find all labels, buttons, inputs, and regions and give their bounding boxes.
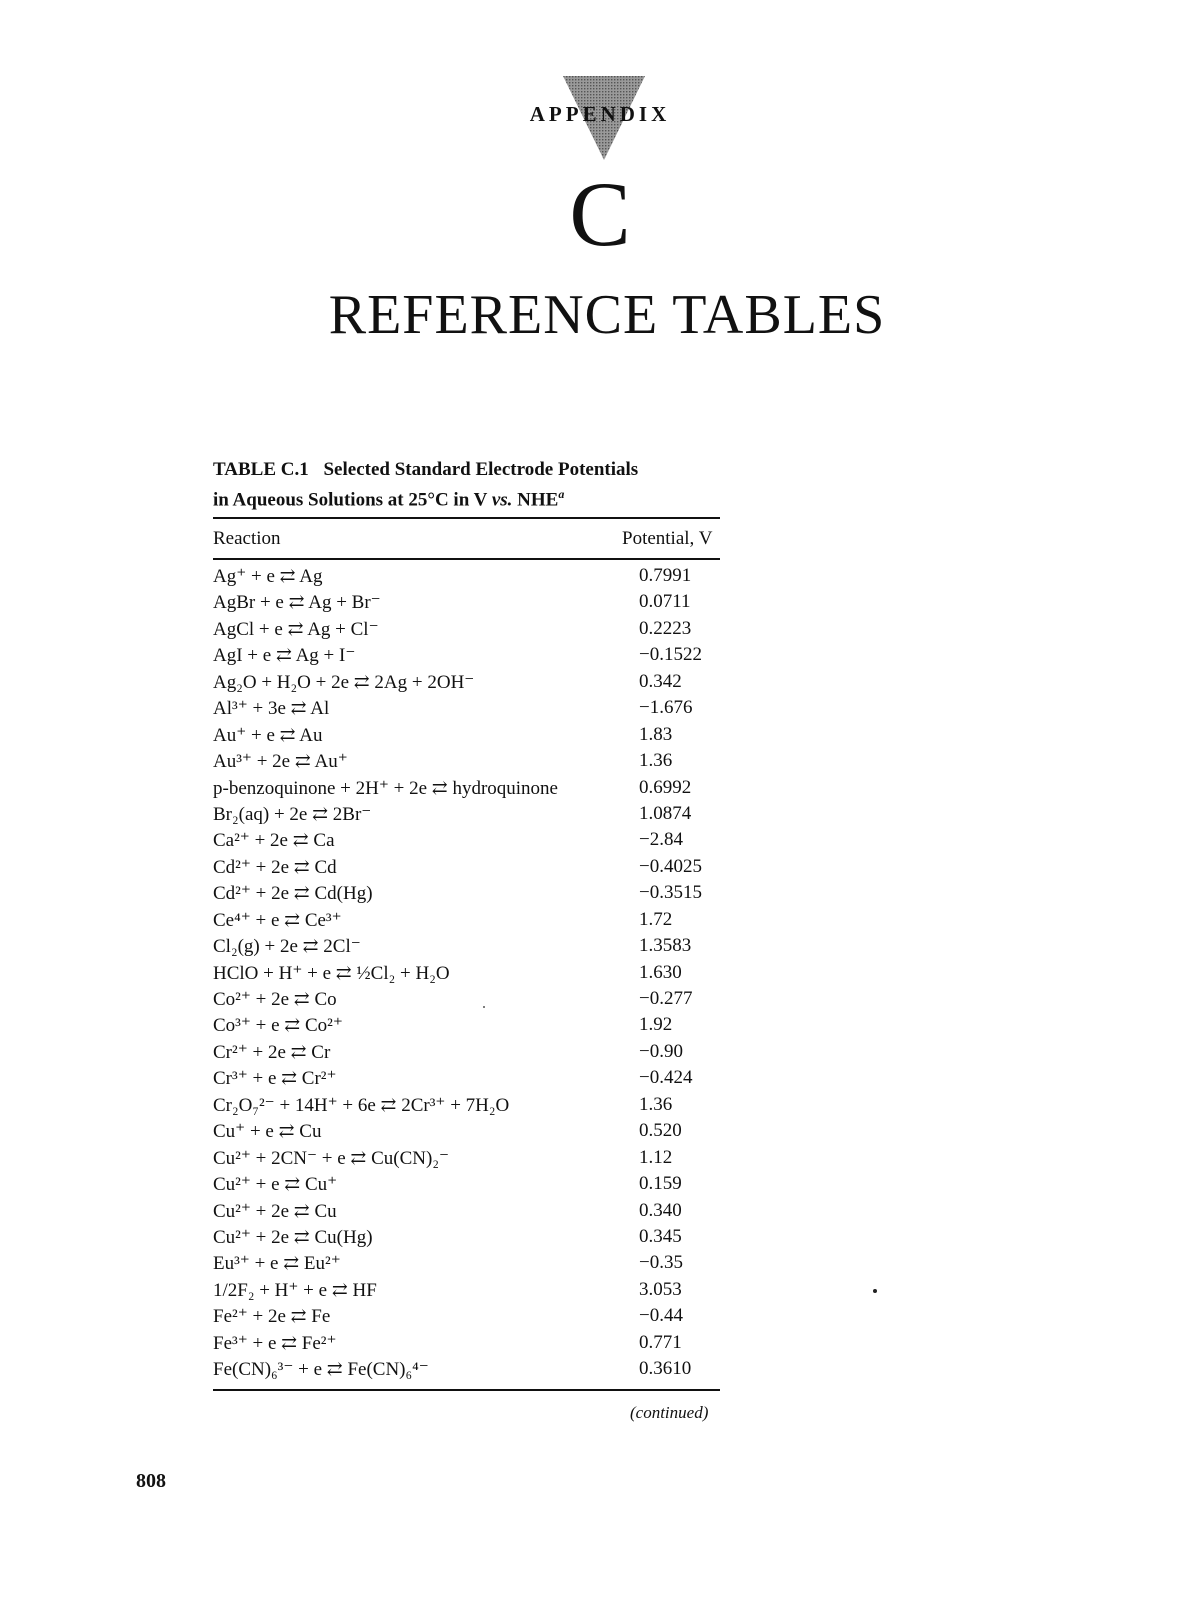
potential-cell: −0.90: [639, 1040, 683, 1062]
table-row: [213, 1146, 720, 1172]
table-row: [213, 1199, 720, 1225]
table-row: [213, 723, 720, 749]
reaction-cell: Cu²⁺ + 2e ⇄ Cu(Hg): [213, 1226, 373, 1248]
potential-cell: 1.36: [639, 1093, 673, 1115]
appendix-header: [0, 72, 1200, 172]
potential-cell: 1.72: [639, 908, 673, 930]
reaction-cell: Ce⁴⁺ + e ⇄ Ce³⁺: [213, 909, 342, 931]
table-body: [213, 564, 720, 1384]
potential-cell: 0.3610: [639, 1358, 692, 1380]
table-row: [213, 934, 720, 960]
reaction-cell: AgCl + e ⇄ Ag + Cl⁻: [213, 618, 379, 640]
table-number: TABLE C.1: [213, 459, 309, 480]
caption-vs: vs.: [491, 489, 513, 511]
chapter-title: REFERENCE TABLES: [328, 284, 886, 346]
table-row: [213, 1357, 720, 1383]
reaction-cell: Cr₂O₇²⁻ + 14H⁺ + 6e ⇄ 2Cr³⁺ + 7H₂O: [213, 1094, 510, 1116]
potential-cell: 0.342: [639, 670, 682, 692]
column-header-potential: Potential, V: [622, 528, 713, 549]
table-row: [213, 564, 720, 590]
table-row: [213, 828, 720, 854]
reaction-cell: Fe³⁺ + e ⇄ Fe²⁺: [213, 1332, 337, 1354]
reaction-cell: Al³⁺ + 3e ⇄ Al: [213, 698, 330, 720]
page-number: 808: [136, 1470, 166, 1492]
table-row: [213, 590, 720, 616]
table-top-rule: [213, 517, 720, 519]
caption-text-2: in Aqueous Solutions at 25°C in V: [213, 489, 492, 511]
reaction-cell: Cu⁺ + e ⇄ Cu: [213, 1121, 322, 1143]
potential-cell: −0.4025: [639, 855, 702, 877]
potential-cell: −2.84: [639, 829, 683, 851]
table-row: [213, 1040, 720, 1066]
potential-cell: 1.36: [639, 750, 673, 772]
table-row: [213, 749, 720, 775]
potential-cell: 0.345: [639, 1225, 682, 1247]
potential-cell: 1.12: [639, 1146, 673, 1168]
reaction-cell: Cu²⁺ + e ⇄ Cu⁺: [213, 1174, 338, 1196]
table-bottom-rule: [213, 1389, 720, 1391]
table-row: [213, 617, 720, 643]
table-row: [213, 855, 720, 881]
potential-cell: 0.7991: [639, 565, 692, 586]
potential-cell: 0.0711: [639, 591, 691, 613]
reaction-cell: HClO + H⁺ + e ⇄ ½Cl₂ + H₂O: [213, 962, 450, 984]
table-row: [213, 1251, 720, 1277]
scan-speck: [873, 1289, 877, 1293]
scan-speck: [483, 1006, 485, 1008]
reaction-cell: 1/2F₂ + H⁺ + e ⇄ HF: [213, 1279, 377, 1301]
table-row: [213, 987, 720, 1013]
table-row: [213, 1225, 720, 1251]
potential-cell: 3.053: [639, 1278, 682, 1300]
column-header-reaction: Reaction: [213, 528, 281, 549]
potential-cell: −1.676: [639, 697, 693, 719]
table-row: [213, 908, 720, 934]
potential-cell: 1.3583: [639, 935, 692, 957]
reaction-cell: AgI + e ⇄ Ag + I⁻: [213, 645, 356, 667]
reaction-cell: Ca²⁺ + 2e ⇄ Ca: [213, 830, 335, 852]
potential-cell: 1.630: [639, 961, 682, 983]
reaction-cell: Co³⁺ + e ⇄ Co²⁺: [213, 1015, 343, 1037]
reaction-cell: Cu²⁺ + 2CN⁻ + e ⇄ Cu(CN)₂⁻: [213, 1147, 449, 1169]
chapter-letter: C: [569, 163, 631, 265]
potential-cell: 0.159: [639, 1173, 682, 1195]
potential-cell: −0.35: [639, 1252, 683, 1274]
potential-cell: −0.3515: [639, 882, 702, 904]
reaction-cell: AgBr + e ⇄ Ag + Br⁻: [213, 592, 381, 614]
reaction-cell: Cl₂(g) + 2e ⇄ 2Cl⁻: [213, 936, 361, 958]
potential-cell: −0.1522: [639, 644, 702, 666]
reaction-cell: Au³⁺ + 2e ⇄ Au⁺: [213, 751, 348, 773]
reaction-cell: Co²⁺ + 2e ⇄ Co: [213, 989, 337, 1010]
potential-cell: −0.44: [639, 1305, 683, 1327]
table-row: [213, 1093, 720, 1119]
reaction-cell: Cd²⁺ + 2e ⇄ Cd: [213, 856, 337, 878]
reaction-cell: Cd²⁺ + 2e ⇄ Cd(Hg): [213, 883, 373, 905]
reaction-cell: Br₂(aq) + 2e ⇄ 2Br⁻: [213, 803, 372, 825]
footnote-mark: a: [558, 487, 565, 501]
table-row: [213, 1304, 720, 1330]
table-row: [213, 696, 720, 722]
caption-text-3: NHE: [512, 489, 559, 511]
continued-note: (continued): [630, 1403, 709, 1422]
potential-cell: 0.2223: [639, 617, 692, 639]
potential-cell: −0.277: [639, 988, 693, 1009]
reaction-cell: Ag⁺ + e ⇄ Ag: [213, 566, 323, 587]
potential-cell: −0.424: [639, 1067, 693, 1089]
table-row: [213, 643, 720, 669]
table-row: [213, 1278, 720, 1304]
table-row: [213, 1013, 720, 1039]
reaction-cell: Ag₂O + H₂O + 2e ⇄ 2Ag + 2OH⁻: [213, 671, 475, 693]
table-row: [213, 670, 720, 696]
reaction-cell: Fe(CN)₆³⁻ + e ⇄ Fe(CN)₆⁴⁻: [213, 1359, 429, 1381]
reaction-cell: p-benzoquinone + 2H⁺ + 2e ⇄ hydroquinone: [213, 777, 558, 799]
table-row: [213, 776, 720, 802]
table-row: [213, 1172, 720, 1198]
caption-line-1: [213, 458, 773, 482]
reaction-cell: Au⁺ + e ⇄ Au: [213, 724, 323, 746]
reaction-cell: Cr³⁺ + e ⇄ Cr²⁺: [213, 1068, 337, 1090]
table-row: [213, 802, 720, 828]
potential-cell: 0.6992: [639, 776, 692, 798]
reaction-cell: Cu²⁺ + 2e ⇄ Cu: [213, 1200, 337, 1222]
potential-cell: 0.520: [639, 1120, 682, 1142]
caption-text-1: Selected Standard Electrode Potentials: [323, 459, 639, 480]
potential-cell: 0.771: [639, 1331, 682, 1353]
table-header-rule: [213, 558, 720, 560]
caption-line-2: [213, 482, 773, 512]
reaction-cell: Eu³⁺ + e ⇄ Eu²⁺: [213, 1253, 341, 1275]
reaction-cell: Cr²⁺ + 2e ⇄ Cr: [213, 1041, 331, 1063]
table-row: [213, 1331, 720, 1357]
table-row: [213, 881, 720, 907]
reaction-cell: Fe²⁺ + 2e ⇄ Fe: [213, 1306, 331, 1328]
potential-cell: 1.92: [639, 1014, 673, 1036]
potential-cell: 1.83: [639, 723, 673, 745]
table-caption: [213, 458, 773, 512]
table-row: [213, 1066, 720, 1092]
appendix-label: APPENDIX: [529, 102, 671, 126]
table-row: [213, 961, 720, 987]
table-row: [213, 1119, 720, 1145]
potential-cell: 0.340: [639, 1199, 682, 1221]
potential-cell: 1.0874: [639, 802, 692, 824]
